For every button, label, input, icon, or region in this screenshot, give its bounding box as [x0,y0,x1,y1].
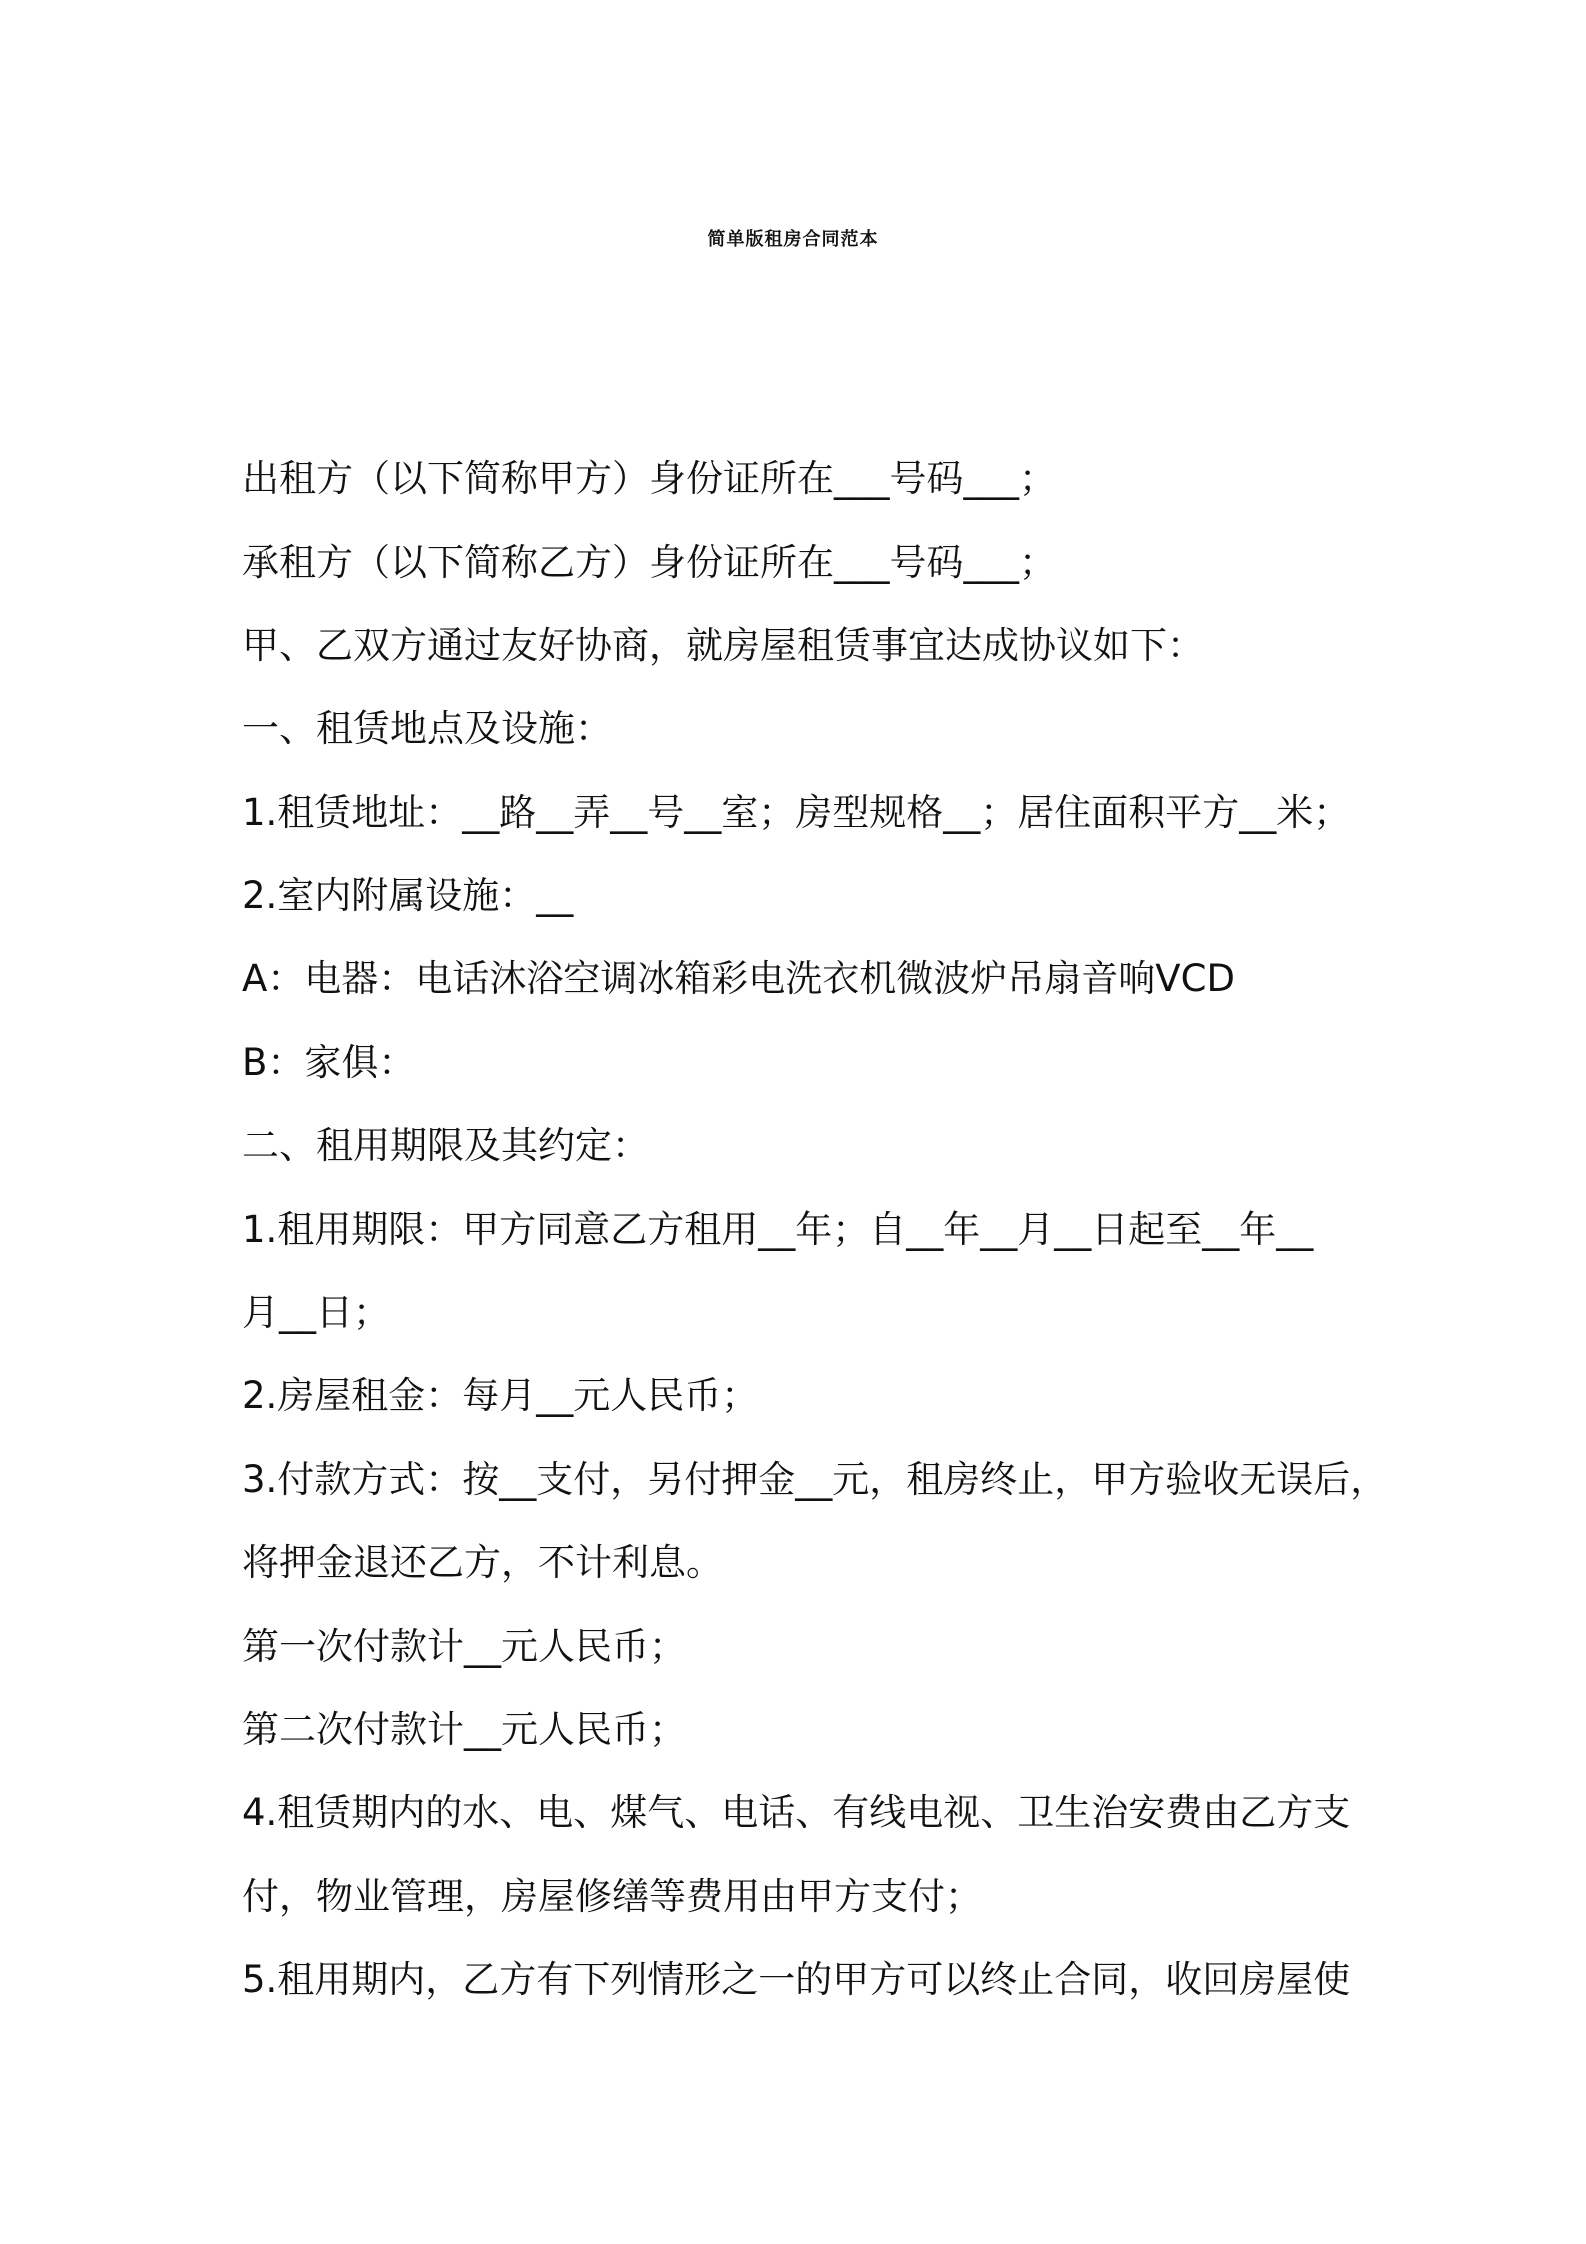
document-title: 简单版租房合同范本 [707,229,879,250]
text-line-furniture: B：家俱： [242,1041,416,1084]
text-line-appliances: A：电器：电话沐浴空调冰箱彩电洗衣机微波炉吊扇音响VCD [242,957,1235,1000]
text-line-lessee: 承租方（以下简称乙方）身份证所在___号码___； [242,541,1056,584]
text-line-term-continued: 月__日； [242,1291,390,1334]
section-heading-term: 二、租用期限及其约定： [242,1124,649,1167]
text-line-term: 1.租用期限：甲方同意乙方租用__年；自__年__月__日起至__年__ [242,1208,1314,1251]
text-line-second-payment: 第二次付款计__元人民币； [242,1708,686,1751]
text-line-payment-continued: 将押金退还乙方，不计利息。 [242,1541,723,1584]
text-line-address: 1.租赁地址：__路__弄__号__室；房型规格__；居住面积平方__米； [242,791,1351,834]
text-line-intro: 甲、乙双方通过友好协商，就房屋租赁事宜达成协议如下： [242,624,1204,667]
text-line-rent: 2.房屋租金：每月__元人民币； [242,1374,759,1417]
text-line-facilities: 2.室内附属设施：__ [242,874,574,917]
text-line-utilities: 4.租赁期内的水、电、煤气、电话、有线电视、卫生治安费由乙方支 [242,1791,1351,1834]
text-line-first-payment: 第一次付款计__元人民币； [242,1625,686,1668]
text-line-payment: 3.付款方式：按__支付，另付押金__元，租房终止，甲方验收无误后， [242,1458,1388,1501]
section-heading-location: 一、租赁地点及设施： [242,707,612,750]
text-line-termination: 5.租用期内，乙方有下列情形之一的甲方可以终止合同，收回房屋使 [242,1958,1351,2001]
text-line-utilities-continued: 付，物业管理，房屋修缮等费用由甲方支付； [242,1875,982,1918]
text-line-lessor: 出租方（以下简称甲方）身份证所在___号码___； [242,457,1056,500]
